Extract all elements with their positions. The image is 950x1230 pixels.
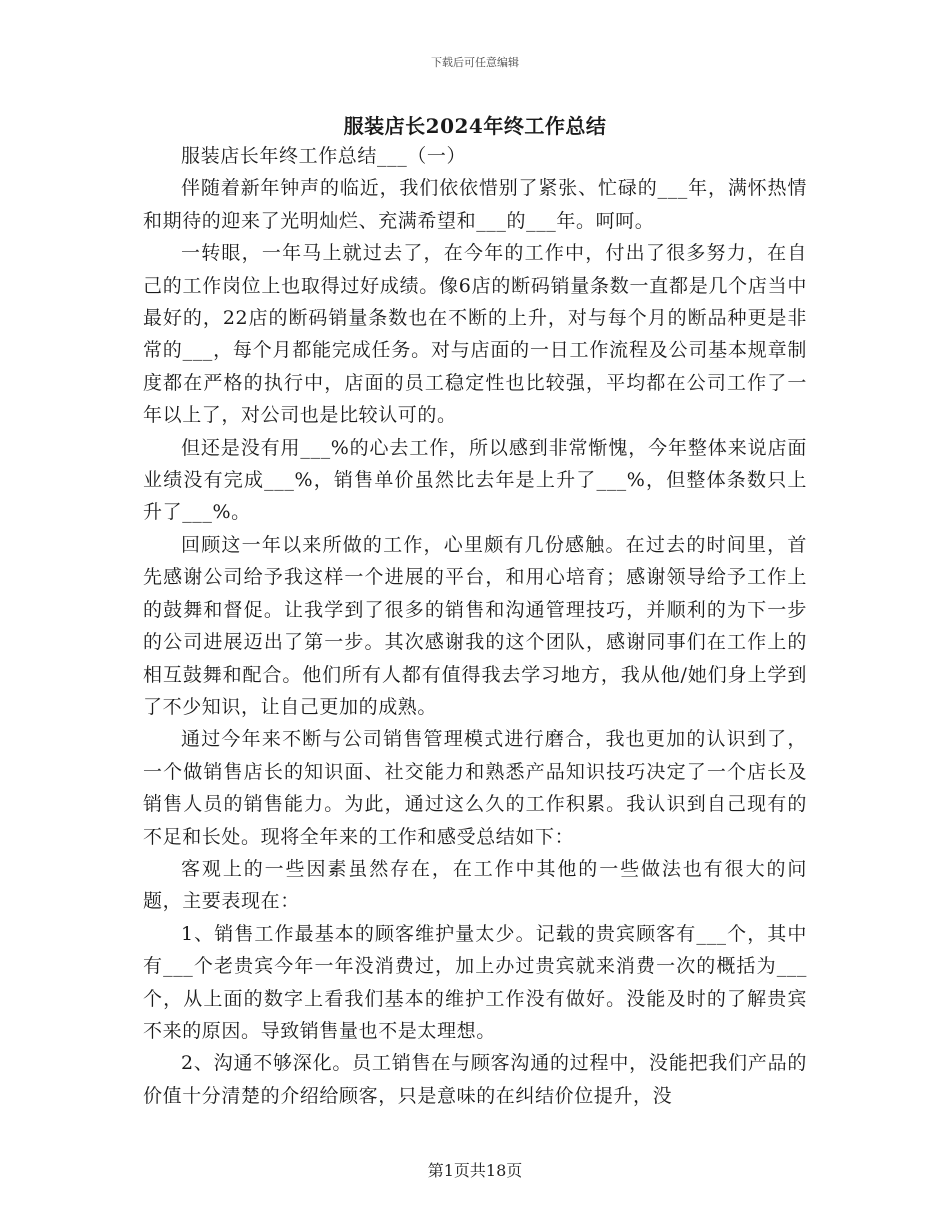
paragraph: 客观上的一些因素虽然存在，在工作中其他的一些做法也有很大的问题，主要表现在： — [143, 857, 807, 913]
paragraph: 伴随着新年钟声的临近，我们依依惜别了紧张、忙碌的___年，满怀热情和期待的迎来了光明灿烂、充满希望和___的___年。呵呵。 — [143, 177, 807, 232]
document-title: 服装店长2024年终工作总结 — [343, 114, 607, 138]
header-note: 下载后可任意编辑 — [431, 56, 519, 69]
page-footer: 第1页共18页 — [427, 1161, 523, 1180]
document-body — [143, 140, 807, 1112]
paragraph: 2、沟通不够深化。员工销售在与顾客沟通的过程中，没能把我们产品的价值十分清楚的介绍给顾客，只是意味的在纠结价位提升，没 — [143, 1052, 807, 1107]
paragraph: 但还是没有用___%的心去工作，所以感到非常惭愧，今年整体来说店面业绩没有完成___%，销售单价虽然比去年是上升了___%，但整体条数只上升了___%。 — [143, 436, 807, 524]
paragraph: 通过今年来不断与公司销售管理模式进行磨合，我也更加的认识到了，一个做销售店长的知识面、社交能力和熟悉产品知识技巧决定了一个店长及销售人员的销售能力。为此，通过这么久的工作积累。我认识到自己现有的不足和长处。现将全年来的工作和感受总结如下： — [143, 728, 807, 848]
paragraph: 服装店长年终工作总结___（一） — [181, 145, 467, 167]
paragraph: 一转眼，一年马上就过去了，在今年的工作中，付出了很多努力，在自己的工作岗位上也取得过好成绩。像6店的断码销量条数一直都是几个店当中最好的，22店的断码销量条数也在不断的上升，对与每个月的断品种更是非常的___，每个月都能完成任务。对与店面的一日工作流程及公司基本规章制度都在严格的执行中，店面的员工稳定性也比较强，平均都在公司工作了一年以上了，对公司也是比较认可的。 — [143, 242, 807, 427]
paragraph: 回顾这一年以来所做的工作，心里颇有几份感触。在过去的时间里，首先感谢公司给予我这样一个进展的平台，和用心培育；感谢领导给予工作上的鼓舞和督促。让我学到了很多的销售和沟通管理技巧，并顺利的为下一步的公司进展迈出了第一步。其次感谢我的这个团队，感谢同事们在工作上的相互鼓舞和配合。他们所有人都有值得我去学习地方，我从他/她们身上学到了不少知识，让自己更加的成熟。 — [143, 533, 807, 718]
paragraph: 1、销售工作最基本的顾客维护量太少。记载的贵宾顾客有___个，其中有___个老贵宾今年一年没消费过，加上办过贵宾就来消费一次的概括为___个，从上面的数字上看我们基本的维护工作没有做好。没能及时的了解贵宾不来的原因。导致销售量也不是太理想。 — [143, 922, 807, 1042]
